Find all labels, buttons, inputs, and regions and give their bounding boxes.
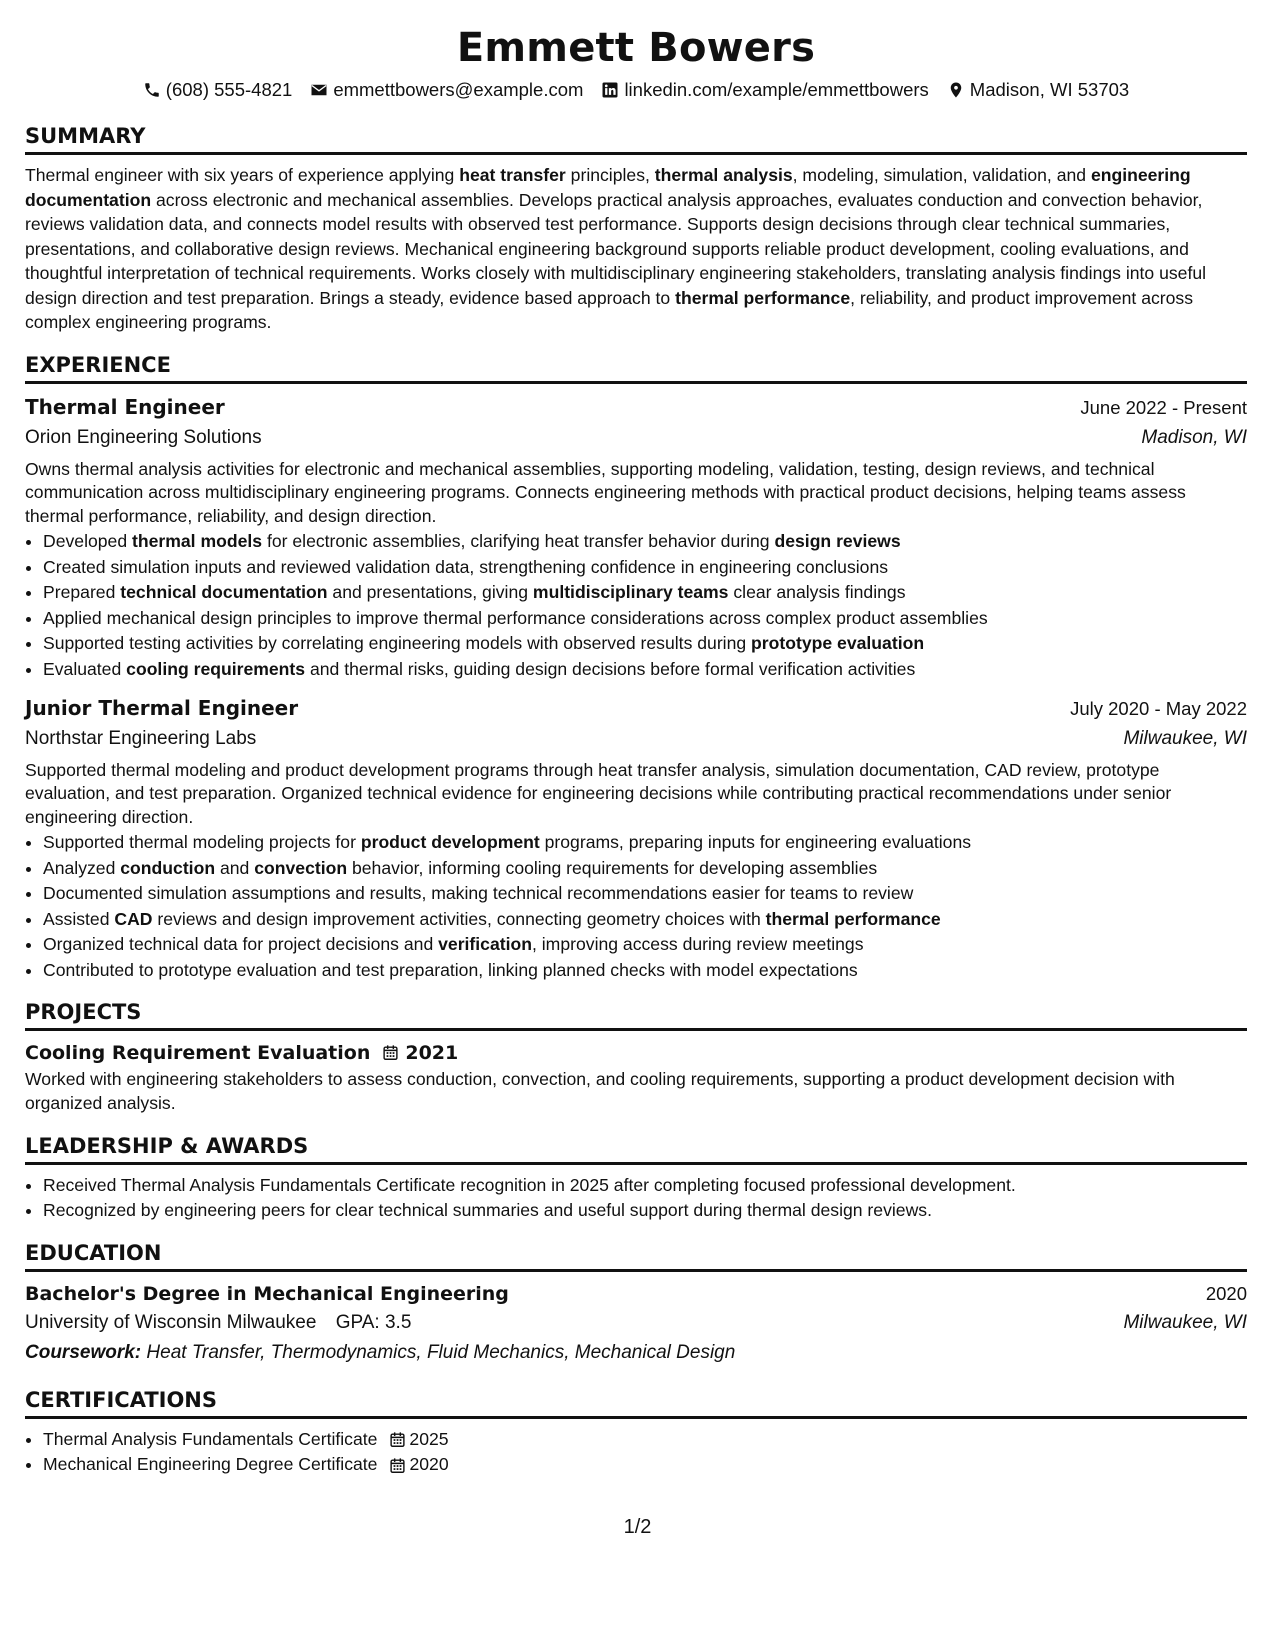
list-item	[43, 555, 1247, 581]
job-entry	[25, 392, 1247, 683]
bold-keyword: convection	[254, 857, 348, 878]
text-segment: Assisted	[43, 908, 115, 929]
text-segment: clear analysis findings	[728, 582, 906, 603]
project-name: Cooling Requirement Evaluation	[25, 1041, 371, 1064]
job-bullets	[25, 830, 1247, 984]
section-title: CERTIFICATIONS	[25, 1387, 218, 1412]
phone-icon	[143, 81, 161, 99]
projects-section	[25, 998, 1247, 1116]
contact-email[interactable]	[310, 78, 583, 102]
email-text[interactable]: emmettbowers@example.com	[333, 79, 584, 100]
bold-keyword: verification	[438, 934, 532, 955]
text-segment: and presentations, giving	[327, 582, 533, 603]
phone-text: (608) 555-4821	[165, 79, 293, 100]
text-segment: Supported testing activities by correlating engineering models with observed results during	[43, 633, 752, 654]
list-item: • Recognized by engineering peers for clear technical summaries and useful support during thermal design reviews.	[43, 1198, 1247, 1224]
company-name: Northstar Engineering Labs	[25, 727, 257, 749]
cert-year: 2025	[409, 1428, 449, 1449]
linkedin-text[interactable]: linkedin.com/example/emmettbowers	[624, 79, 929, 100]
calendar-icon	[389, 1431, 406, 1448]
job-entry	[25, 693, 1247, 984]
page-number: 1/2	[623, 1516, 652, 1538]
text-segment: principles,	[565, 165, 655, 185]
job-bullets	[25, 529, 1247, 683]
bold-keyword: prototype evaluation	[751, 633, 925, 654]
bold-keyword: thermal performance	[675, 287, 851, 308]
bold-keyword: conduction	[120, 857, 216, 878]
text-segment: Thermal engineer with six years of experience applying	[25, 165, 460, 185]
bold-keyword: thermal models	[132, 531, 263, 551]
text-segment: across electronic and mechanical assemblies. Develops practical analysis approaches, evaluates conduction and convection behavior, reviews validation data, and connects model results with observed test performance. Supports design decisions through clear technical summaries, presentations, and collaborative design reviews. Mechanical engineering background supports reliable product development, cooling evaluations, and thoughtful interpretation of technical requirements. Works closely with multidisciplinary engineering stakeholders, translating analysis findings into useful design direction and test preparation. Brings a steady, evidence based approach to	[25, 189, 1207, 308]
bold-keyword: heat transfer	[459, 165, 566, 185]
list-item	[43, 856, 1247, 882]
text-segment: Applied mechanical design principles to improve thermal performance considerations across complex product assemblies	[43, 607, 988, 628]
bold-keyword: thermal analysis	[654, 165, 793, 185]
degree-title: Bachelor's Degree in Mechanical Engineering	[25, 1282, 509, 1305]
section-divider	[25, 1416, 1247, 1419]
list-item	[43, 881, 1247, 907]
bold-keyword: CAD	[114, 908, 153, 929]
summary-text	[25, 163, 1247, 335]
section-title: PROJECTS	[25, 999, 142, 1024]
text-segment: behavior, informing cooling requirements for developing assemblies	[347, 857, 878, 878]
section-divider	[25, 152, 1247, 155]
location-text: Madison, WI 53703	[969, 79, 1130, 100]
section-title: SUMMARY	[25, 124, 146, 148]
job-description: Owns thermal analysis activities for electronic and mechanical assemblies, supporting modeling, validation, testing, design reviews, and technical communication across multidisciplinary engineering programs. Connects engineering methods with practical product decisions, helping teams assess thermal performance, reliability, and design direction.	[25, 458, 1186, 526]
list-item	[43, 1427, 1247, 1453]
coursework-label: Coursework:	[25, 1341, 142, 1363]
job-dates: June 2022 - Present	[1080, 396, 1247, 418]
education-section	[25, 1239, 1247, 1368]
contact-phone	[143, 78, 293, 102]
graduation-year: 2020	[1205, 1282, 1247, 1304]
section-divider	[25, 1269, 1247, 1272]
coursework	[25, 1338, 1247, 1368]
text-segment: Evaluated	[43, 658, 127, 679]
project-description: Worked with engineering stakeholders to assess conduction, convection, and cooling requirements, supporting a product development decision with organized analysis.	[25, 1068, 1175, 1114]
calendar-icon	[389, 1457, 406, 1474]
leadership-list	[25, 1173, 1247, 1224]
envelope-icon	[310, 81, 328, 99]
text-segment: , improving access during review meetings	[532, 934, 864, 955]
gpa: GPA: 3.5	[335, 1311, 412, 1333]
text-segment: , reliability, and product improvement across complex engineering programs.	[25, 287, 1194, 332]
calendar-icon	[382, 1044, 399, 1061]
text-segment: Analyzed	[43, 857, 121, 878]
job-description: Supported thermal modeling and product development programs through heat transfer analysis, simulation documentation, CAD review, prototype evaluation, and test preparation. Organized technical evidence for engineering decisions while contributing practical recommendations under senior engineering direction.	[25, 759, 1172, 827]
list-item	[43, 830, 1247, 856]
coursework-list: Heat Transfer, Thermodynamics, Fluid Mechanics, Mechanical Design	[141, 1341, 736, 1363]
contact-linkedin[interactable]	[601, 78, 928, 102]
bold-keyword: cooling requirements	[126, 658, 306, 679]
certifications-section	[25, 1386, 1247, 1478]
text-segment: Supported thermal modeling projects for	[43, 832, 361, 853]
bold-keyword: product development	[360, 832, 540, 853]
list-item	[43, 1452, 1247, 1478]
linkedin-icon	[601, 81, 619, 99]
job-title: Thermal Engineer	[25, 394, 225, 419]
job-title: Junior Thermal Engineer	[25, 695, 299, 720]
contact-bar	[25, 78, 1247, 102]
text-segment: for electronic assemblies, clarifying heat transfer behavior during	[262, 531, 775, 551]
experience-section	[25, 351, 1247, 984]
text-segment: programs, preparing inputs for engineering evaluations	[539, 832, 972, 853]
section-title: EDUCATION	[25, 1240, 162, 1265]
list-item	[43, 631, 1247, 657]
list-item	[43, 932, 1247, 958]
text-segment: Organized technical data for project decisions and	[43, 934, 439, 955]
list-item	[43, 657, 1247, 683]
job-location: Madison, WI	[1141, 426, 1247, 448]
section-title: EXPERIENCE	[25, 352, 171, 377]
summary-section	[25, 122, 1247, 335]
section-divider	[25, 1162, 1247, 1165]
text-segment: Created simulation inputs and reviewed validation data, strengthening confidence in engineering conclusions	[43, 556, 889, 577]
certifications-list	[25, 1427, 1247, 1478]
candidate-name: Emmett Bowers	[456, 25, 816, 71]
list-item: • Received Thermal Analysis Fundamentals Certificate recognition in 2025 after completing focused professional development.	[43, 1173, 1247, 1199]
list-item	[43, 529, 1247, 555]
leadership-section	[25, 1132, 1247, 1224]
bold-keyword: thermal performance	[765, 908, 941, 929]
company-name: Orion Engineering Solutions	[25, 426, 262, 448]
project-header	[25, 1039, 1247, 1067]
job-location: Milwaukee, WI	[1123, 727, 1247, 749]
bold-keyword: technical documentation	[120, 582, 328, 603]
bold-keyword: engineering documentation	[25, 165, 1191, 210]
job-dates: July 2020 - May 2022	[1070, 697, 1247, 719]
bold-keyword: design reviews	[774, 531, 901, 551]
school-name: University of Wisconsin Milwaukee	[25, 1311, 317, 1333]
text-segment: Contributed to prototype evaluation and test preparation, linking planned checks with model expectations	[43, 960, 858, 981]
cert-year: 2020	[409, 1454, 449, 1475]
bold-keyword: multidisciplinary teams	[532, 582, 729, 603]
text-segment: Developed	[43, 531, 133, 551]
text-segment: Documented simulation assumptions and results, making technical recommendations easier for teams to review	[43, 883, 914, 904]
contact-location	[947, 78, 1129, 102]
text-segment: Prepared	[43, 582, 121, 603]
project-date	[382, 1039, 458, 1067]
list-item	[43, 958, 1247, 984]
cert-name: • Thermal Analysis Fundamentals Certificate	[43, 1428, 378, 1449]
school-location: Milwaukee, WI	[1123, 1311, 1247, 1333]
section-divider	[25, 381, 1247, 384]
list-item	[43, 580, 1247, 606]
text-segment: , modeling, simulation, validation, and	[792, 165, 1091, 185]
project-year: 2021	[405, 1041, 459, 1064]
map-pin-icon	[947, 81, 965, 99]
section-title: LEADERSHIP & AWARDS	[25, 1133, 309, 1158]
cert-name: • Mechanical Engineering Degree Certificate	[43, 1454, 378, 1475]
section-divider	[25, 1028, 1247, 1031]
resume-page	[25, 22, 1247, 1478]
list-item	[43, 907, 1247, 933]
text-segment: and	[215, 857, 255, 878]
text-segment: reviews and design improvement activities, connecting geometry choices with	[152, 908, 766, 929]
text-segment: and thermal risks, guiding design decisions before formal verification activities	[305, 658, 916, 679]
list-item	[43, 606, 1247, 632]
